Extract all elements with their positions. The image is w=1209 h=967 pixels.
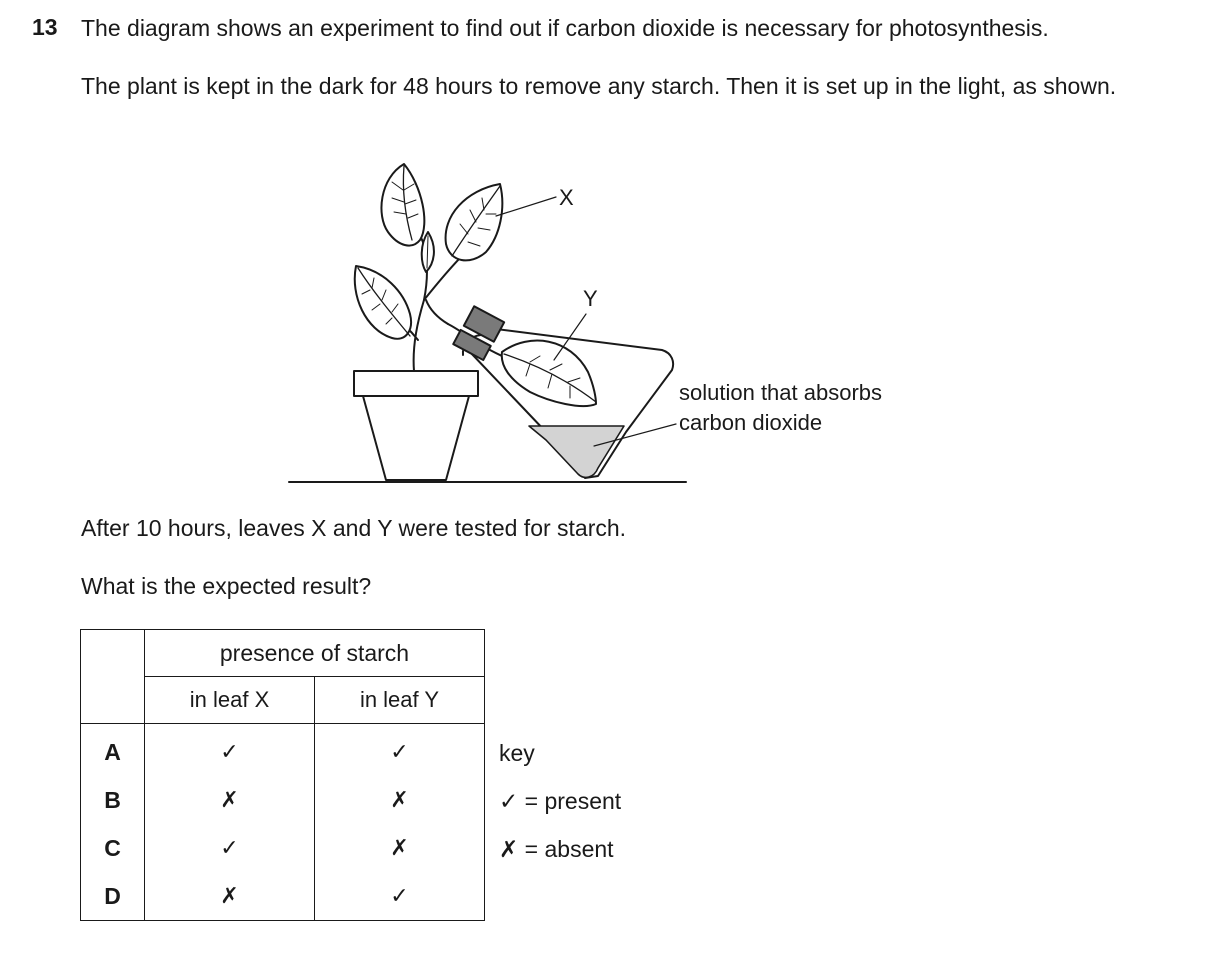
option-letter: C <box>81 824 145 872</box>
key-present: ✓ = present <box>499 788 622 814</box>
leaf-y-result: ✓ <box>315 724 485 777</box>
solution-label-line2: carbon dioxide <box>679 410 823 435</box>
label-x-line <box>496 197 556 216</box>
leaf-y-result: ✓ <box>315 872 485 921</box>
table-row <box>81 872 485 921</box>
leaf-x-result: ✗ <box>145 776 315 824</box>
key-absent: ✗ = absent <box>499 836 614 862</box>
leaf-y <box>502 341 596 406</box>
question-ask: What is the expected result? <box>81 573 372 599</box>
question-number: 13 <box>32 14 58 40</box>
leaf-top <box>381 164 424 246</box>
leaf-y-result: ✗ <box>315 824 485 872</box>
table-corner <box>81 630 145 724</box>
leaf-left <box>355 266 411 339</box>
key-title: key <box>499 740 535 766</box>
table-row <box>81 724 485 777</box>
option-letter: D <box>81 872 145 921</box>
leaf-x-result: ✗ <box>145 872 315 921</box>
label-y: Y <box>583 286 598 311</box>
option-letter: A <box>81 724 145 777</box>
question-after: After 10 hours, leaves X and Y were tested for starch. <box>81 515 627 541</box>
table-row <box>81 824 485 872</box>
column-header-leaf-x: in leaf X <box>145 677 315 724</box>
leaf-y-result: ✗ <box>315 776 485 824</box>
leaf-bud <box>422 232 434 272</box>
leaf-x-result: ✓ <box>145 824 315 872</box>
column-header-leaf-y: in leaf Y <box>315 677 485 724</box>
table-group-header: presence of starch <box>145 630 485 677</box>
leaf-x-result: ✓ <box>145 724 315 777</box>
question-stem: The diagram shows an experiment to find out if carbon dioxide is necessary for photosynthesis. <box>81 15 1049 41</box>
leaf-x <box>446 184 503 260</box>
option-letter: B <box>81 776 145 824</box>
plant-pot <box>354 371 478 480</box>
solution-label-line1: solution that absorbs <box>679 380 883 405</box>
question-setup: The plant is kept in the dark for 48 hours to remove any starch. Then it is set up in the light, as shown. <box>81 73 1117 99</box>
label-x: X <box>559 185 574 210</box>
table-row <box>81 776 485 824</box>
answer-table <box>80 629 485 921</box>
